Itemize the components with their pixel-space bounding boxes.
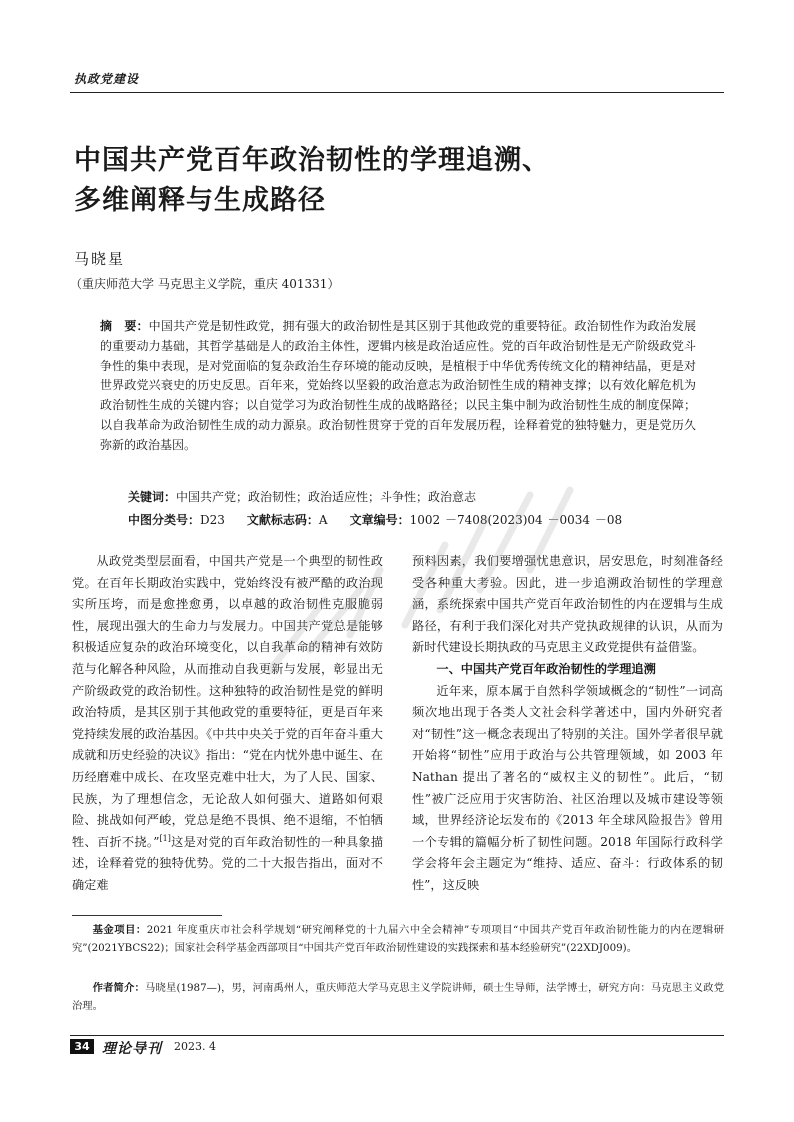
doc-code-label: 文献标志码： (246, 513, 319, 527)
body-text: 这是对党的百年政治韧性的一种具象描述，诠释着党的独特优势。党的二十大报告指出，面对不确定难 (72, 834, 383, 892)
body-text: 从政党类型层面看，中国共产党是一个典型的韧性政党。在百年长期政治实践中，党始终没有被严酷的政治现实所压垮，而是愈挫愈勇，以卓越的政治韧性克服脆弱性，展现出强大的生命力与发展力。中国共产党总是能够积极适应复杂的政治环境变化，以自我革命的精神有效防范与化解各种风险，从而推动自我更新与发展，彰显出无产阶级政党的政治韧性。这种独特的政治韧性是党的鲜明政治特质，是其区别于其他政党的重要特征，更是百年来党持续发展的政治基因。《中共中央关于党的百年奋斗重大成就和历史经验的决议》指出：“党在内忧外患中诞生、在历经磨难中成长、在攻坚克难中壮大，为了人民、国家、民族，为了理想信念，无论敌人如何强大、道路如何艰险、挑战如何严峻，党总是绝不畏惧、绝不退缩，不怕牺牲、百折不挠。” (72, 554, 383, 849)
keywords-text: 中国共产党；政治韧性；政治适应性；斗争性；政治意志 (176, 490, 477, 504)
abstract-text: 中国共产党是韧性政党，拥有强大的政治韧性是其区别于其他政党的重要特征。政治韧性作为政治发展的重要动力基础，其哲学基础是人的政治主体性，逻辑内核是政治适应性。党的百年政治韧性是无产阶级政党斗争性的集中表现，是对党面临的复杂政治生存环境的能动反映，是植根于中华优秀传统文化的精神结晶，更是对世界政党兴衰史的历史反思。百年来，党始终以坚毅的政治意志为政治韧性生成的精神支撑；以有效化解危机为政治韧性生成的关键内容；以自觉学习为政治韧性生成的战略路径；以民主集中制为政治韧性生成的制度保障；以自我革命为政治韧性生成的动力源泉。政治韧性贯穿于党的百年发展历程，诠释着党的独特魅力，更是党历久弥新的政治基因。 (100, 319, 696, 452)
funding-note (72, 922, 724, 957)
abstract-label: 摘 要： (100, 319, 149, 333)
body-column-right (412, 551, 723, 897)
funding-label: 基金项目： (92, 924, 147, 936)
clc-label: 中图分类号： (128, 513, 201, 527)
journal-name: 理论导刊 (102, 1041, 162, 1057)
body-paragraph: 预料因素，我们要增强忧患意识，居安思危，时刻准备经受各种重大考验。因此，进一步追溯政治韧性的学理意涵，系统探索中国共产党百年政治韧性的内在逻辑与生成路径，有利于我们深化对共产党执政规律的认识，从而为新时代建设长期执政的马克思主义政党提供有益借鉴。 (412, 554, 723, 655)
bio-label: 作者简介： (92, 982, 145, 994)
keywords-label: 关键词： (128, 490, 177, 504)
author-name: 马晓星 (74, 250, 126, 268)
clc-value: D23 (200, 513, 225, 527)
article-title (74, 141, 724, 221)
citation-ref[interactable]: [1] (159, 833, 171, 843)
title-line-2: 多维阐释与生成路径 (74, 185, 326, 216)
author-affiliation: （重庆师范大学 马克思主义学院，重庆 401331） (70, 277, 340, 291)
section-heading: 一、中国共产党百年政治韧性的学理追溯 (436, 661, 656, 676)
bio-text: 马晓星(1987—)，男，河南禹州人，重庆师范大学马克思主义学院讲师，硕士生导师，法学博士，研究方向：马克思主义政党治理。 (72, 982, 724, 1012)
classification-line (128, 511, 622, 528)
funding-text: 2021 年度重庆市社会科学规划“研究阐释党的十九届六中全会精神”专项项目“中国共产党百年政治韧性能力的内在逻辑研究”(2021YBCS22)；国家社会科学基金西部项目“中国共产党百年政治韧性建设的实践探索和基本经验研究”(22XDJ009)。 (72, 924, 724, 954)
section-label: 执政党建设 (74, 72, 140, 86)
body-paragraph (72, 551, 383, 897)
journal-issue: 2023. 4 (174, 1040, 216, 1053)
article-no-value: 1002 －7408(2023)04 －0034 －08 (409, 513, 623, 527)
footer-rule (70, 1035, 724, 1036)
footnote-rule (72, 915, 222, 916)
author-bio (72, 980, 724, 1015)
header-rule (70, 92, 724, 93)
title-line-1: 中国共产党百年政治韧性的学理追溯、 (74, 145, 550, 176)
keywords (128, 488, 476, 505)
article-no-label: 文章编号： (349, 513, 410, 527)
body-paragraph: 近年来，原本属于自然科学领域概念的“韧性”一词高频次地出现于各类人文社会科学著述中，国内外研究者对“韧性”这一概念表现出了特别的关注。国外学者很早就开始将“韧性”应用于政治与公共管理领域，如 2003 年 Nathan 提出了著名的“威权主义的韧性”。此后，“韧性”被广泛应用于灾害防治、社区治理以及城市建设等领域，世界经济论坛发布的《2013 年全球风险报告》曾用一个专辑的篇幅分析了韧性问题。2018 年国际行政科学学会将年会主题定为“维持、适应、奋斗：行政体系的韧性”，这反映 (412, 683, 723, 892)
page-number: 34 (70, 1039, 94, 1054)
doc-code-value: A (318, 513, 328, 527)
body-column-left (72, 551, 383, 897)
abstract (100, 317, 696, 456)
